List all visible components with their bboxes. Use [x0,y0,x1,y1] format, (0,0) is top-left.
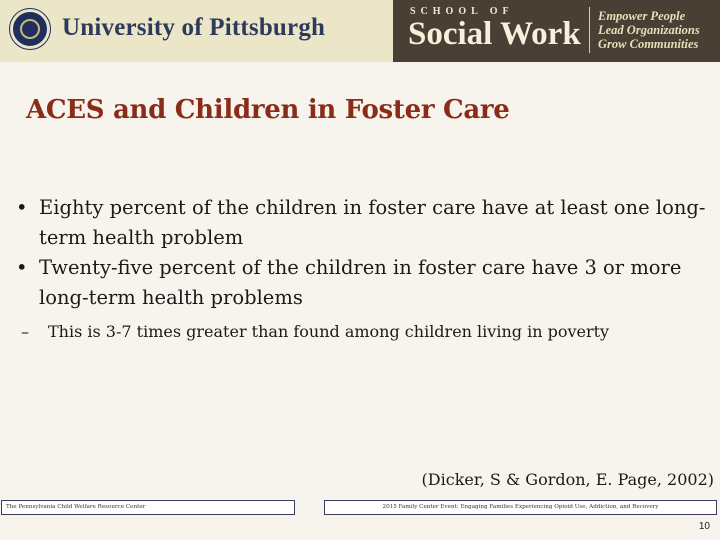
bullet-marker: • [16,196,28,219]
slide-title: ACES and Children in Foster Care [26,95,510,125]
sub-bullet-text: This is 3-7 times greater than found among children living in poverty [48,322,610,341]
university-name: University of Pittsburgh [62,14,326,41]
citation: (Dicker, S & Gordon, E. Page, 2002) [421,470,714,489]
sub-bullet-item [21,321,706,343]
tagline-line-1: Empower People [598,9,686,23]
bullet-text: Twenty-five percent of the children in foster care have 3 or more long-term health problems [39,256,682,309]
footer-left: The Pennsylvania Child Welfare Resource Center [1,500,295,515]
bullet-item [16,193,706,253]
university-seal-icon [10,9,50,49]
bullet-marker: • [16,256,28,279]
tagline-line-3: Grow Communities [598,37,699,51]
tagline-line-2: Lead Organizations [598,23,700,37]
bullet-item [16,253,706,313]
school-name: Social Work [408,16,581,52]
school-label: SCHOOL OF [410,6,514,17]
bullet-text: Eighty percent of the children in foster care have at least one long-term health problem [39,196,706,249]
page-number: 10 [698,521,710,532]
bullet-list [16,193,706,343]
slide-header [0,0,720,62]
logo-divider [589,7,590,53]
sub-bullet-marker: – [21,322,29,341]
footer-right: 2015 Family Center Event: Engaging Families Experiencing Opioid Use, Addiction, and Recovery [324,500,717,515]
